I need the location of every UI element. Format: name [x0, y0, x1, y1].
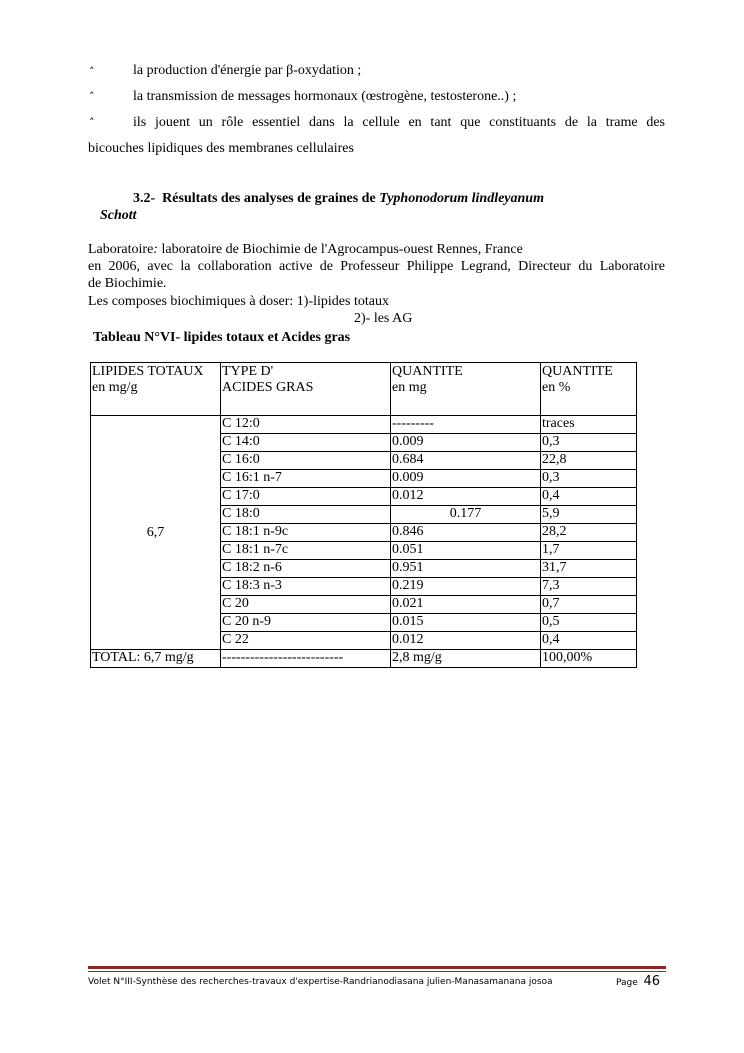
- fatty-acid-mg: 0.684: [391, 452, 541, 470]
- header-line: QUANTITE: [542, 364, 613, 379]
- fatty-acid-mg: 0.219: [391, 578, 541, 596]
- fatty-acid-pct: 0,4: [541, 488, 637, 506]
- section-number: 3.2-: [133, 191, 156, 206]
- compounds-item-2: 2)- les AG: [354, 311, 413, 326]
- footer-rule: [88, 971, 666, 972]
- table-row: [91, 416, 637, 434]
- header-line: en mg/g: [92, 380, 138, 395]
- lab-line-2: en 2006, avec la collaboration active de Professeur Philippe Legrand, Directeur du Laboratoire: [88, 259, 665, 274]
- header-line: TYPE D': [222, 364, 274, 379]
- lab-line-3: de Biochimie.: [88, 276, 167, 291]
- table-header-row: [91, 363, 637, 416]
- fatty-acid-pct: 0,5: [541, 614, 637, 632]
- fatty-acid-mg: 0.009: [391, 470, 541, 488]
- fatty-acid-type: C 14:0: [221, 434, 391, 452]
- bullet-text: la transmission de messages hormonaux (œstrogène, testosterone..) ;: [133, 89, 517, 104]
- fatty-acid-pct: 28,2: [541, 524, 637, 542]
- compounds-intro: Les composes biochimiques à doser: 1)-lipides totaux: [88, 294, 389, 309]
- lipids-table: [90, 362, 637, 668]
- fatty-acid-pct: 0,7: [541, 596, 637, 614]
- header-quantite-mg: [391, 363, 541, 416]
- fatty-acid-mg: 0.177: [391, 506, 541, 524]
- lab-name: laboratoire de Biochimie de l'Agrocampus-ouest Rennes, France: [157, 242, 523, 257]
- fatty-acid-pct: 1,7: [541, 542, 637, 560]
- fatty-acid-pct: 7,3: [541, 578, 637, 596]
- fatty-acid-type: C 18:1 n-9c: [221, 524, 391, 542]
- fatty-acid-mg: 0.021: [391, 596, 541, 614]
- fatty-acid-mg: 0.012: [391, 488, 541, 506]
- triangle-bullet-icon: ˄: [89, 65, 95, 78]
- total-label: TOTAL: 6,7 mg/g: [91, 650, 221, 668]
- fatty-acid-type: C 18:1 n-7c: [221, 542, 391, 560]
- fatty-acid-type: C 16:1 n-7: [221, 470, 391, 488]
- fatty-acid-mg: 0.009: [391, 434, 541, 452]
- header-line: LIPIDES TOTAUX: [92, 364, 204, 379]
- page-label: Page: [616, 978, 638, 988]
- fatty-acid-mg: 0.051: [391, 542, 541, 560]
- table-caption: Tableau N°VI- lipides totaux et Acides gras: [93, 330, 351, 345]
- fatty-acid-type: C 22: [221, 632, 391, 650]
- species-author: Schott: [100, 208, 137, 223]
- fatty-acid-pct: 0,3: [541, 470, 637, 488]
- section-heading: [133, 191, 544, 207]
- fatty-acid-pct: 5,9: [541, 506, 637, 524]
- species-name: Typhonodorum lindleyanum: [379, 191, 544, 206]
- total-pct: 100,00%: [541, 650, 637, 668]
- bullet-text: ils jouent un rôle essentiel dans la cellule en tant que constituants de la trame des: [133, 115, 665, 130]
- header-line: ACIDES GRAS: [222, 380, 314, 395]
- footer-text: Volet N°III-Synthèse des recherches-travaux d'expertise-Randrianodiasana julien-Manasamanana josoa: [88, 977, 553, 987]
- header-line: en mg: [392, 380, 427, 395]
- header-type-acides: [221, 363, 391, 416]
- fatty-acid-type: C 18:3 n-3: [221, 578, 391, 596]
- fatty-acid-type: C 12:0: [221, 416, 391, 434]
- lab-label: Laboratoire: [88, 242, 154, 257]
- fatty-acid-pct: 0,4: [541, 632, 637, 650]
- header-quantite-pct: [541, 363, 637, 416]
- bullet-continuation: bicouches lipidiques des membranes cellulaires: [88, 141, 354, 156]
- page-number-block: [616, 974, 660, 989]
- triangle-bullet-icon: ˄: [89, 116, 95, 129]
- fatty-acid-pct: traces: [541, 416, 637, 434]
- fatty-acid-type: C 20 n-9: [221, 614, 391, 632]
- page-number: 46: [643, 974, 661, 989]
- fatty-acid-pct: 31,7: [541, 560, 637, 578]
- total-mg: 2,8 mg/g: [391, 650, 541, 668]
- fatty-acid-mg: 0.012: [391, 632, 541, 650]
- header-line: en %: [542, 380, 571, 395]
- header-line: QUANTITE: [392, 364, 463, 379]
- section-title: Résultats des analyses de graines de: [162, 191, 376, 206]
- triangle-bullet-icon: ˄: [89, 90, 95, 103]
- fatty-acid-type: C 18:0: [221, 506, 391, 524]
- fatty-acid-mg: 0.951: [391, 560, 541, 578]
- total-type: --------------------------: [221, 650, 391, 668]
- fatty-acid-type: C 18:2 n-6: [221, 560, 391, 578]
- fatty-acid-pct: 0,3: [541, 434, 637, 452]
- fatty-acid-mg: 0.015: [391, 614, 541, 632]
- fatty-acid-type: C 20: [221, 596, 391, 614]
- fatty-acid-pct: 22,8: [541, 452, 637, 470]
- lab-line-1: Laboratoire: laboratoire de Biochimie de l'Agrocampus-ouest Rennes, France: [88, 242, 523, 257]
- total-lipids-value: 6,7: [91, 416, 221, 650]
- bullet-text: la production d'énergie par β-oxydation ;: [133, 63, 362, 78]
- table-total-row: [91, 650, 637, 668]
- header-lipides-totaux: [91, 363, 221, 416]
- fatty-acid-mg: 0.846: [391, 524, 541, 542]
- fatty-acid-type: C 17:0: [221, 488, 391, 506]
- fatty-acid-mg: ---------: [391, 416, 541, 434]
- footer-rule: [88, 966, 666, 969]
- fatty-acid-type: C 16:0: [221, 452, 391, 470]
